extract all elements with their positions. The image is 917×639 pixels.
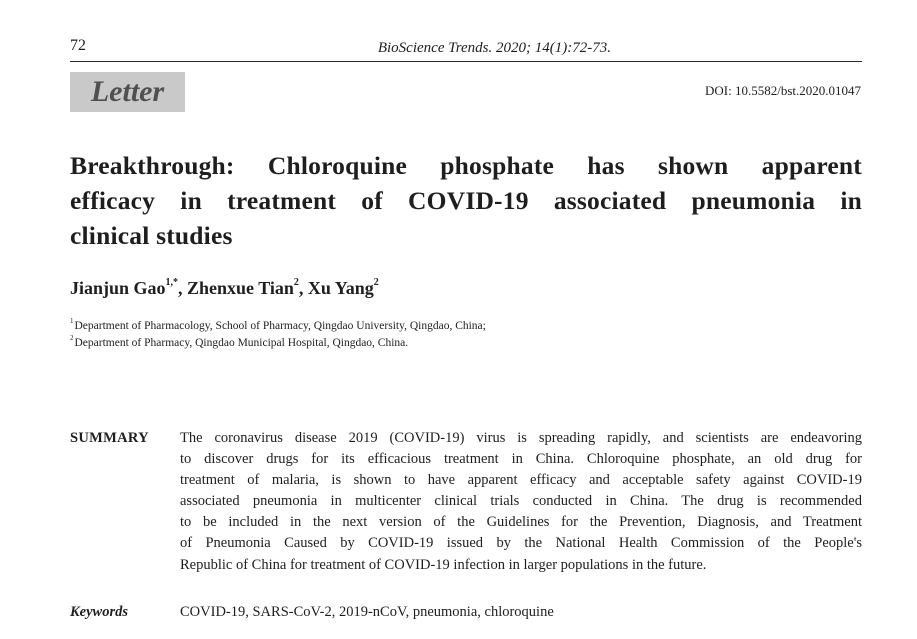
author-list [70,276,379,300]
title-line: Breakthrough: Chloroquine phosphate has shown apparent [70,151,862,180]
summary-line: to be included in the next version of the Guidelines for the Prevention, Diagnosis, and Treatment [180,514,862,531]
title-line: efficacy in treatment of COVID-19 associated pneumonia in [70,186,862,215]
affiliation [70,335,486,352]
doi: DOI: 10.5582/bst.2020.01047 [705,83,861,98]
author-affiliation-mark: 2 [373,277,379,288]
summary-label: SUMMARY [70,430,149,446]
summary-line: to discover drugs for its efficacious treatment in China. Chloroquine phosphate, an old drug for [180,451,862,468]
author-name: Zhenxue Tian [187,278,294,298]
summary-line: Republic of China for treatment of COVID-19 infection in larger populations in the future. [180,556,707,573]
page-number: 72 [70,37,86,54]
author-affiliation-mark: 2 [293,277,299,288]
keywords-label: Keywords [70,604,128,620]
summary-line: of Pneumonia Caused by COVID-19 issued by the National Health Commission of the People's [180,535,862,552]
keywords-text: COVID-19, SARS-CoV-2, 2019-nCoV, pneumonia, chloroquine [180,604,554,620]
article-type-label: Letter [90,75,165,108]
author-affiliation-mark: 1,* [165,277,179,288]
title-line: clinical studies [70,221,233,250]
affiliation-mark: 1 [70,317,74,326]
author-name: Xu Yang [307,278,374,298]
article-type-tag [70,72,185,112]
summary-line: The coronavirus disease 2019 (COVID-19) virus is spreading rapidly, and scientists are endeavoring [180,430,862,446]
journal-citation: BioScience Trends. 2020; 14(1):72-73. [377,40,611,56]
affiliation-list [70,318,486,352]
summary-line: treatment of malaria, is shown to have apparent efficacy and acceptable safety against COVID-19 [180,472,862,489]
header-rule [70,61,862,62]
author-separator: , [298,278,308,298]
summary-line: associated pneumonia in multicenter clinical trials conducted in China. The drug is recommended [180,493,862,510]
author-separator: , [178,278,188,298]
author-name: Jianjun Gao [70,278,166,298]
article-title [70,148,862,253]
affiliation [70,318,486,335]
summary-text [180,428,862,576]
affiliation-mark: 2 [70,334,74,343]
affiliation-text: Department of Pharmacy, Qingdao Municipal Hospital, Qingdao, China. [74,337,409,349]
affiliation-text: Department of Pharmacology, School of Pharmacy, Qingdao University, Qingdao, China; [74,320,486,332]
